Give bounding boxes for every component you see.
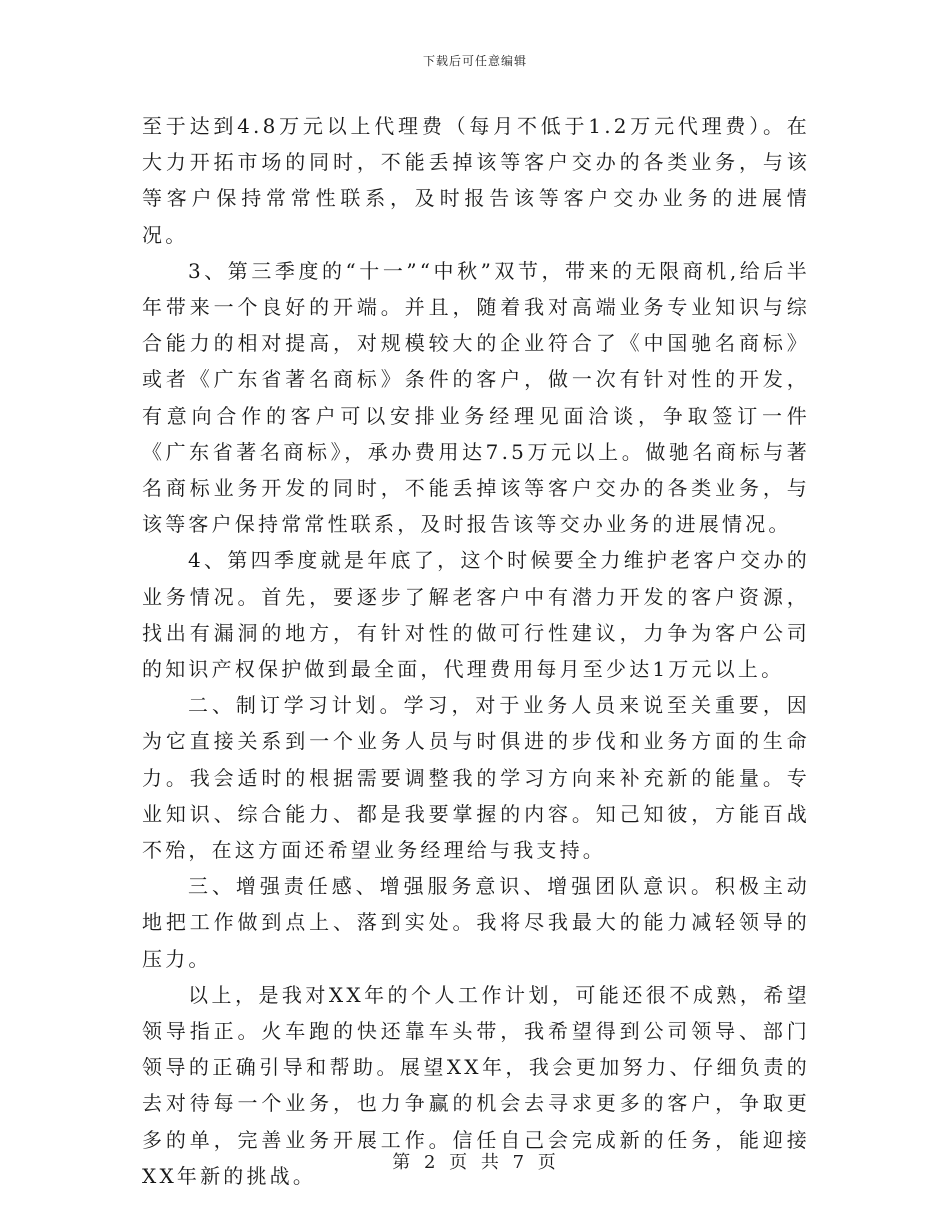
paragraph-study-plan: 二、制订学习计划。学习，对于业务人员来说至关重要，因为它直接关系到一个业务人员与时俱进的步伐和业务方面的生命力。我会适时的根据需要调整我的学习方向来补充新的能量。专业知识、综合能力、都是我要掌握的内容。知己知彼，方能百战不殆，在这方面还希望业务经理给与我支持。	[142, 693, 810, 863]
page-header: 下载后可任意编辑	[422, 54, 527, 68]
paragraph-conclusion: 以上，是我对XX年的个人工作计划，可能还很不成熟，希望领导指正。火车跑的快还靠车头带，我希望得到公司领导、部门领导的正确引导和帮助。展望XX年，我会更加努力、仔细负责的去对待每一个业务，也力争赢的机会去寻求更多的客户，争取更多的单，完善业务开展工作。信任自己会完成新的任务，能迎接XX年新的挑战。	[142, 982, 810, 1188]
paragraph-responsibility: 三、增强责任感、增强服务意识、增强团队意识。积极主动地把工作做到点上、落到实处。我将尽我最大的能力减轻领导的压力。	[142, 874, 810, 971]
document-body	[142, 108, 810, 1194]
paragraph-continuation: 至于达到4.8万元以上代理费（每月不低于1.2万元代理费）。在大力开拓市场的同时，不能丢掉该等客户交办的各类业务，与该等客户保持常常性联系，及时报告该等客户交办业务的进展情况。	[142, 114, 810, 247]
page-number: 第 2 页 共 7 页	[392, 1152, 558, 1173]
paragraph-q4: 4、第四季度就是年底了，这个时候要全力维护老客户交办的业务情况。首先，要逐步了解老客户中有潜力开发的客户资源，找出有漏洞的地方，有针对性的做可行性建议，力争为客户公司的知识产权保护做到最全面，代理费用每月至少达1万元以上。	[142, 548, 810, 682]
paragraph-q3: 3、第三季度的“十一”“中秋”双节，带来的无限商机,给后半年带来一个良好的开端。并且，随着我对高端业务专业知识与综合能力的相对提高，对规模较大的企业符合了《中国驰名商标》或者《广东省著名商标》条件的客户，做一次有针对性的开发，有意向合作的客户可以安排业务经理见面洽谈，争取签订一件《广东省著名商标》，承办费用达7.5万元以上。做驰名商标与著名商标业务开发的同时，不能丢掉该等客户交办的各类业务，与该等客户保持常常性联系，及时报告该等交办业务的进展情况。	[142, 258, 810, 537]
